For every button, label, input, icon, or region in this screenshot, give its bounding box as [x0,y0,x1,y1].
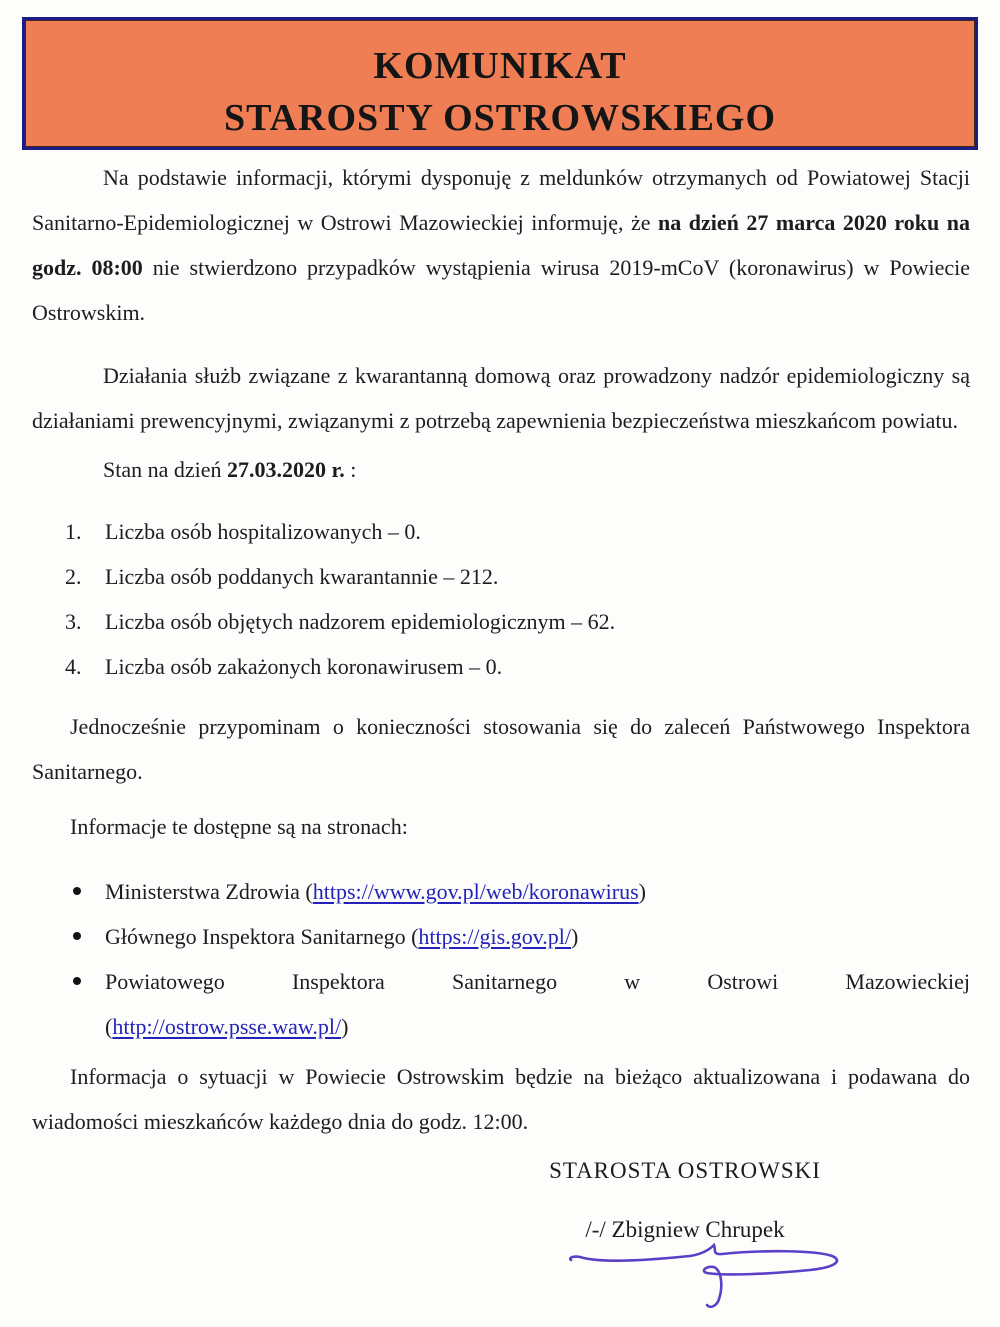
status-date-bold: 27.03.2020 r. [227,457,345,482]
header-title-line2: STAROSTY OSTROWSKIEGO [223,97,777,139]
link-item-open: ( [105,1014,113,1039]
link-item-label: Powiatowego Inspektora Sanitarnego w Ostrowi Mazowieckiej [105,969,970,994]
signature-title: STAROSTA OSTROWSKI [549,1158,821,1183]
statistics-list [32,509,970,689]
bullet-icon [73,887,81,895]
link-item-label: Ministerstwa Zdrowia ( [105,879,313,904]
link-item-close: ) [571,924,579,949]
link-item-label: Głównego Inspektora Sanitarnego ( [105,924,419,949]
header-banner [22,17,978,150]
link-item-close: ) [341,1014,349,1039]
link-item-body [105,869,970,914]
list-item-number: 1. [65,519,82,544]
status-date-line [32,447,970,492]
signature-name: /-/ Zbigniew Chrupek [585,1217,785,1242]
link-item-gis [32,914,970,959]
signature-block [535,1156,835,1245]
header-title-line1: KOMUNIKAT [373,45,627,87]
link-item-body [105,914,970,959]
list-item-hospitalized [32,509,970,554]
ministry-health-link[interactable]: https://www.gov.pl/web/koronawirus [312,879,639,904]
bullet-icon [73,977,81,985]
links-list [32,869,970,1049]
paragraph-intro-bold-date: na dzień 27 marca 2020 roku na godz. 08:00 [32,210,970,280]
document-page [0,17,1000,1327]
link-item-url-line [105,1004,970,1049]
paragraph-intro-pre: Na podstawie informacji, którymi dysponuję z meldunków otrzymanych od Powiatowej Stacji Sanitarno-Epidemiologicznej w Ostrowi Mazowieckiej informuję, że [32,165,970,235]
status-date-pre: Stan na dzień [103,457,228,482]
handwritten-signature [540,1239,860,1319]
gis-link[interactable]: https://gis.gov.pl/ [418,924,572,949]
link-item-close: ) [638,879,646,904]
list-item-number: 2. [65,564,82,589]
document-body [0,155,1000,1245]
bullet-icon [73,932,81,940]
list-item-infected [32,644,970,689]
psse-link[interactable]: http://ostrow.psse.waw.pl/ [112,1014,342,1039]
list-item-text: Liczba osób zakażonych koronawirusem – 0. [105,654,503,679]
paragraph-reminder: Jednocześnie przypominam o konieczności stosowania się do zaleceń Państwowego Inspektora Sanitarnego. [32,714,970,784]
list-item-text: Liczba osób objętych nadzorem epidemiologicznym – 62. [105,609,616,634]
list-item-number: 3. [65,609,82,634]
paragraph-quarantine: Działania służb związane z kwarantanną domową oraz prowadzony nadzór epidemiologiczny są działaniami prewencyjnymi, związanymi z potrzebą zapewnienia bezpieczeństwa mieszkańcom powiatu. [32,363,970,433]
link-item-ministry [32,869,970,914]
list-item-supervised [32,599,970,644]
list-item-text: Liczba osób hospitalizowanych – 0. [105,519,421,544]
status-date-post: : [344,457,357,482]
paragraph-sources-intro: Informacje te dostępne są na stronach: [70,814,408,839]
list-item-text: Liczba osób poddanych kwarantannie – 212. [105,564,499,589]
paragraph-intro-post: nie stwierdzono przypadków wystąpienia wirusa 2019-mCoV (koronawirus) w Powiecie Ostrowskim. [32,255,970,325]
link-item-body [105,959,970,1049]
signature-stroke [570,1245,837,1307]
list-item-quarantined [32,554,970,599]
paragraph-intro [32,155,970,335]
list-item-number: 4. [65,654,82,679]
paragraph-updates: Informacja o sytuacji w Powiecie Ostrowskim będzie na bieżąco aktualizowana i podawana do wiadomości mieszkańców każdego dnia do godz. 12:00. [32,1064,970,1134]
link-item-psse [32,959,970,1049]
